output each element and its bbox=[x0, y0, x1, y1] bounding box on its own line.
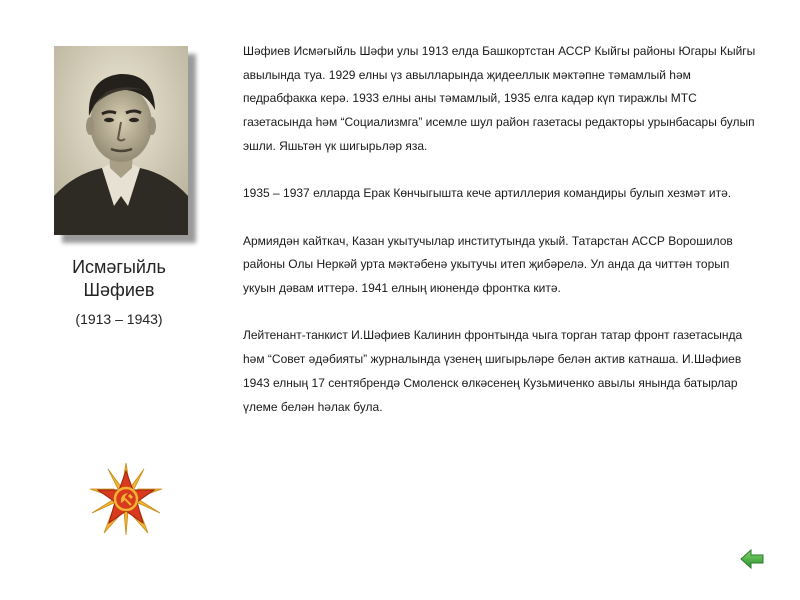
back-button[interactable] bbox=[740, 548, 764, 570]
biography bbox=[243, 40, 763, 419]
person-name bbox=[40, 256, 198, 302]
person-first-name: Исмәгыйль bbox=[72, 257, 166, 277]
biography-paragraph-2: 1935 – 1937 елларда Ерак Көнчыгышта кече артиллерия командиры булып хезмәт итә. bbox=[243, 186, 732, 201]
portrait-frame bbox=[54, 46, 194, 241]
back-arrow-icon bbox=[740, 548, 764, 570]
biography-paragraph-3: Армиядән кайткач, Казан укытучылар институтында укый. Татарстан АССР Ворошилов районы Олы Неркәй урта мәктәбенә укытучы итеп җибәрелә. Ул анда да читтән торып укуын дәвам иттерә. 1941 елның июнендә фронтка китә. bbox=[243, 233, 733, 295]
order-patriotic-war-star-icon bbox=[88, 461, 164, 537]
biography-paragraph-4: Лейтенант-танкист И.Шәфиев Калинин фронтында чыга торган татар фронт газетасында һәм “Совет әдәбияты” журналында үзенең шигырьләре белән актив катнаша. И.Шәфиев 1943 елның 17 сентябрендә Смоленск өлкәсенең Кузьмиченко авылы янында батырлар үлеме белән һәлак була. bbox=[243, 328, 743, 414]
person-years: (1913 – 1943) bbox=[75, 311, 163, 327]
portrait-image bbox=[54, 46, 188, 235]
person-last-name: Шәфиев bbox=[83, 280, 155, 300]
biography-paragraph-1: Шәфиев Исмәгыйль Шәфи улы 1913 елда Башкортстан АССР Кыйгы районы Югары Кыйгы авылында туа. 1929 елны үз авылларында җидееллык мәктәпне тәмамлый һәм педрабфакка керә. 1933 елны аны тәмамлый, 1935 елга кадәр күп тиражлы МТС газетасында һәм “Социализмга” исемле шул район газетасы редакторы урынбасары булып эшли. Яшьтән үк шигырьләр яза. bbox=[243, 44, 756, 153]
portrait-photo bbox=[54, 46, 188, 235]
